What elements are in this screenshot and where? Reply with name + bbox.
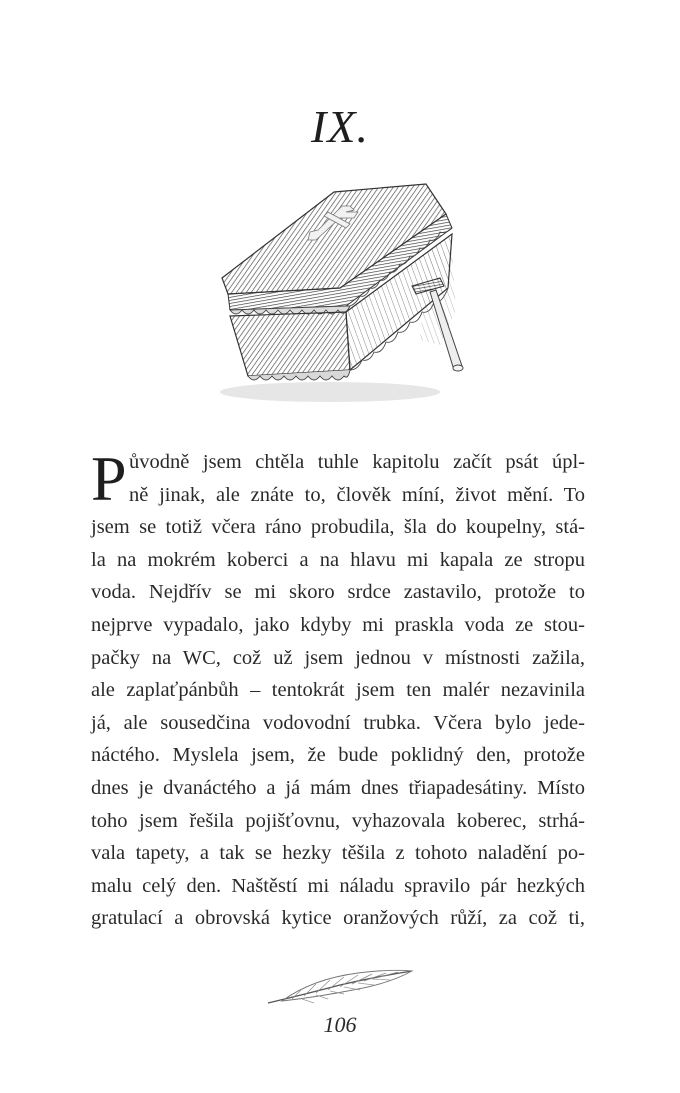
text-line: náctého. Myslela jsem, že bude poklidný den, protože: [91, 744, 585, 767]
text-line: gratulací a obrovská kytice oranžových růží, za což ti,: [91, 907, 585, 930]
text-line: pačky na WC, což už jsem jednou v místnosti zažila,: [91, 646, 585, 669]
text-line: dnes je dvanáctého a já mám dnes třiapadesátiny. Místo: [91, 776, 585, 799]
text-line: la na mokrém koberci a na hlavu mi kapala ze stropu: [91, 548, 585, 571]
text-line: jsem se totiž včera ráno probudila, šla do koupelny, stá-: [91, 516, 585, 539]
text-line: voda. Nejdřív se mi skoro srdce zastavilo, protože to: [91, 581, 585, 604]
text-line: malu celý den. Naštěstí mi náladu spravilo pár hezkých: [91, 874, 585, 897]
text-line: já, ale sousedčina vodovodní trubka. Včera bylo jede-: [91, 711, 585, 734]
feather-ornament-icon: [262, 965, 418, 1011]
text-line: ůvodně jsem chtěla tuhle kapitolu začít psát úpl-: [129, 451, 585, 473]
text-line: vala tapety, a tak se hezky těšila z tohoto naladění po-: [91, 842, 585, 865]
text-line: toho jsem řešila pojišťovnu, vyhazovala koberec, strhá-: [91, 809, 585, 832]
body-paragraph: [91, 443, 585, 935]
text-line: nejprve vypadalo, jako kdyby mi praskla voda ze stou-: [91, 613, 585, 636]
chapter-title: IX.: [311, 101, 369, 152]
text-line: ale zaplaťpánbůh – tentokrát jsem ten malér nezavinila: [91, 679, 585, 702]
coffin-illustration: [190, 170, 490, 410]
drop-cap: P: [91, 443, 127, 514]
text-line: ně jinak, ale znáte to, člověk míní, život mění. To: [129, 483, 585, 506]
page-number: 106: [323, 1012, 357, 1037]
